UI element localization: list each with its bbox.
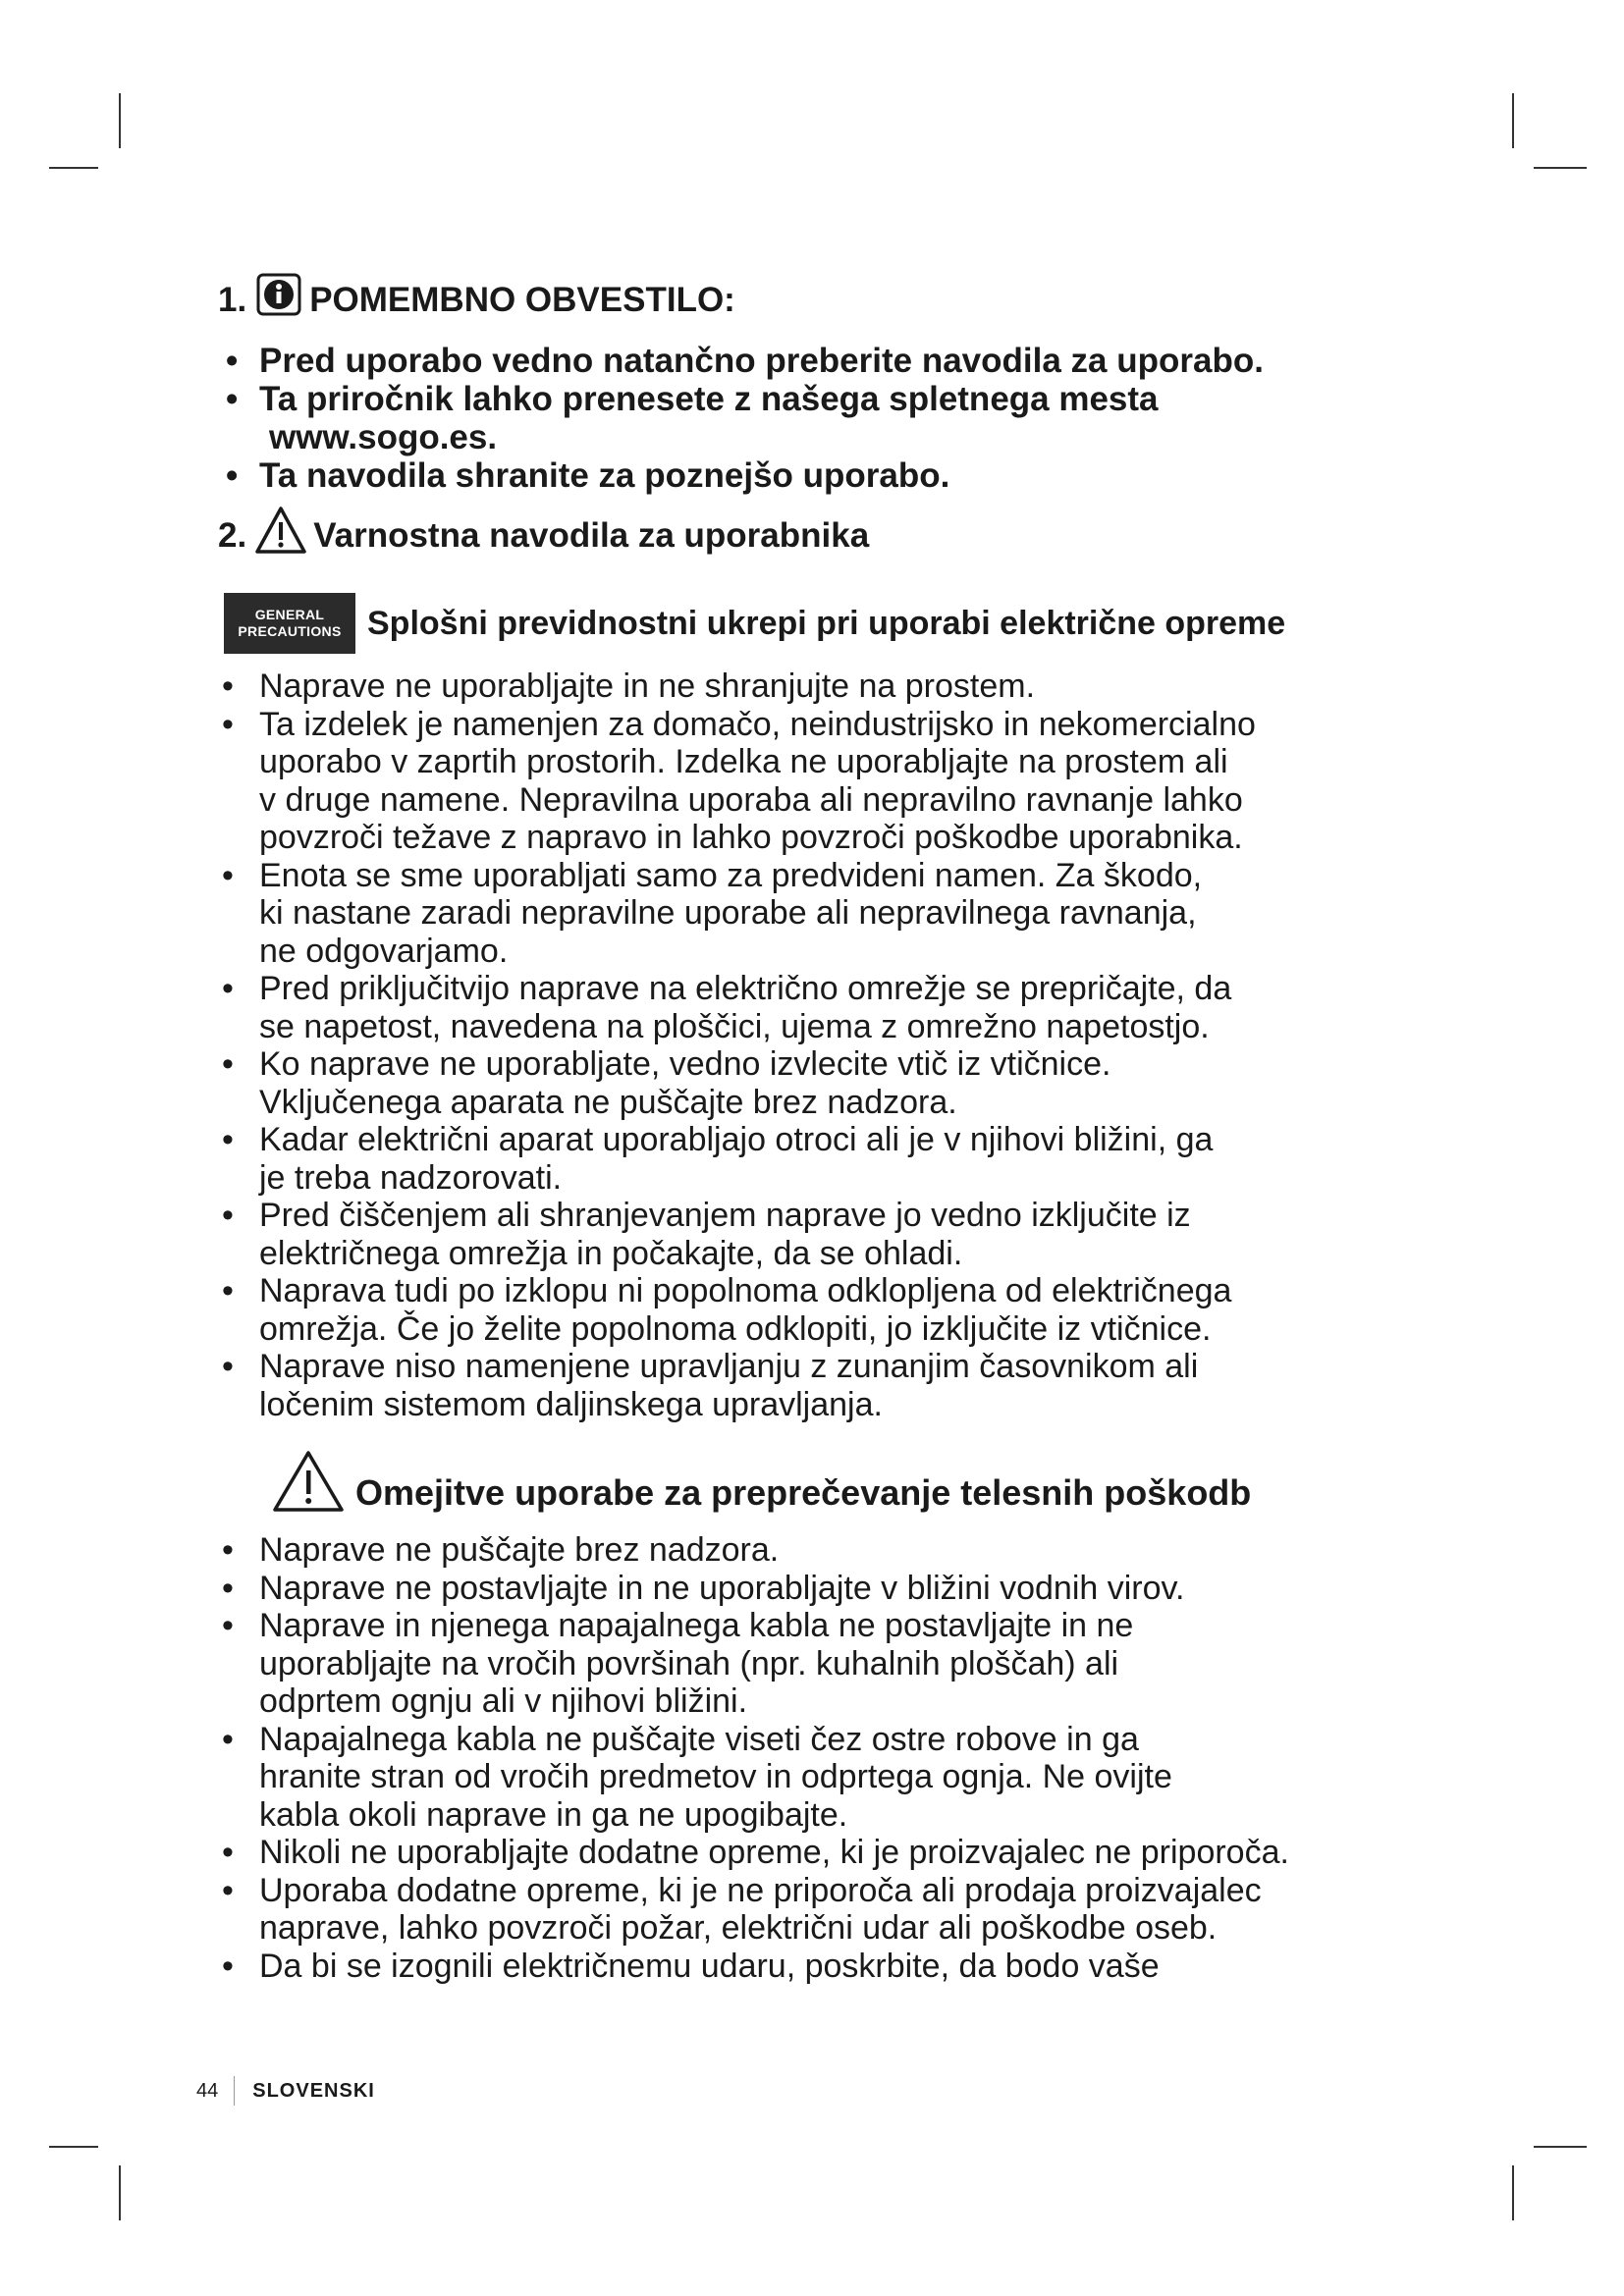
list-item — [226, 380, 1443, 456]
list-line: uporabo v zaprtih prostorih. Izdelka ne uporabljajte na prostem ali — [259, 743, 1228, 780]
notice-item-text: Ta priročnik lahko prenesete z našega spletnega mesta — [259, 380, 1159, 418]
list-item — [222, 1872, 1439, 1948]
list-item — [222, 1531, 1439, 1570]
list-item — [222, 1570, 1439, 1608]
crop-mark — [1512, 2165, 1514, 2220]
section1-heading — [218, 277, 735, 320]
list-line: Uporaba dodatne opreme, ki je ne priporoča ali prodaja proizvajalec — [259, 1871, 1262, 1909]
page-number: 44 — [196, 2079, 219, 2102]
list-item — [222, 1197, 1439, 1272]
footer-divider — [234, 2076, 235, 2106]
warning-icon — [254, 505, 307, 556]
list-line: odprtem ognju ali v njihovi bližini. — [259, 1682, 748, 1720]
list-item — [222, 1121, 1439, 1197]
list-line: kabla okoli naprave in ga ne upogibajte. — [259, 1795, 848, 1834]
list-item — [222, 1834, 1439, 1872]
notice-item-text: Pred uporabo vedno natančno preberite navodila za uporabo. — [259, 342, 1264, 380]
list-line: Pred priključitvijo naprave na električno omrežje se prepričajte, da — [259, 970, 1232, 1007]
injury-prevention-list — [222, 1531, 1439, 1985]
website-text: www.sogo.es. — [269, 418, 498, 456]
list-line: Da bi se izognili električnemu udaru, poskrbite, da bodo vaše — [259, 1947, 1160, 1985]
section1-number: 1. — [218, 281, 247, 319]
list-line: Naprave ne puščajte brez nadzora. — [259, 1531, 780, 1569]
list-line: povzroči težave z napravo in lahko povzroči poškodbe uporabnika. — [259, 819, 1243, 856]
list-line: ločenim sistemom daljinskega upravljanja. — [259, 1385, 883, 1423]
general-precautions-badge — [224, 593, 355, 654]
notice-list — [226, 342, 1443, 495]
crop-mark — [119, 93, 121, 148]
list-item — [222, 1045, 1439, 1121]
list-line: ki nastane zaradi nepravilne uporabe ali nepravilnega ravnanja, — [259, 894, 1197, 932]
list-line: električnega omrežja in počakajte, da se ohladi. — [259, 1234, 963, 1272]
footer-language: SLOVENSKI — [252, 2079, 375, 2102]
list-line: v druge namene. Nepravilna uporaba ali nepravilno ravnanje lahko — [259, 780, 1243, 819]
crop-mark — [119, 2165, 121, 2220]
list-line: ne odgovarjamo. — [259, 932, 509, 970]
page-footer — [196, 2076, 375, 2106]
notice-item-text: Ta navodila shranite za poznejšo uporabo. — [259, 456, 950, 495]
list-item — [222, 1272, 1439, 1348]
crop-mark — [1534, 167, 1587, 169]
list-line: Naprave ne uporabljajte in ne shranjujte na prostem. — [259, 667, 1036, 705]
section2-heading — [218, 505, 869, 556]
list-line: Naprave in njenega napajalnega kabla ne postavljajte in ne — [259, 1607, 1134, 1644]
info-icon — [256, 273, 301, 316]
list-item — [222, 970, 1439, 1045]
section1-title: POMEMBNO OBVESTILO: — [309, 281, 735, 319]
general-precautions-title: Splošni previdnostni ukrepi pri uporabi električne opreme — [367, 604, 1286, 642]
crop-mark — [1534, 2146, 1587, 2148]
injury-prevention-title: Omejitve uporabe za preprečevanje telesnih poškodb — [355, 1472, 1252, 1513]
list-line: Naprave niso namenjene upravljanju z zunanjim časovnikom ali — [259, 1348, 1199, 1385]
list-item — [222, 1607, 1439, 1721]
list-item — [222, 1721, 1439, 1835]
list-line: Vključenega aparata ne puščajte brez nadzora. — [259, 1083, 957, 1121]
list-line: omrežja. Če jo želite popolnoma odklopiti, jo izključite iz vtičnice. — [259, 1309, 1212, 1348]
list-item — [222, 706, 1439, 857]
list-line: Naprave ne postavljajte in ne uporabljajte v bližini vodnih virov. — [259, 1569, 1185, 1607]
list-line: Pred čiščenjem ali shranjevanjem naprave jo vedno izključite iz — [259, 1197, 1191, 1234]
list-line: Ta izdelek je namenjen za domačo, neindustrijsko in nekomercialno — [259, 705, 1256, 743]
list-line: Nikoli ne uporabljajte dodatne opreme, ki je proizvajalec ne priporoča. — [259, 1834, 1289, 1871]
warning-icon — [271, 1449, 346, 1514]
crop-mark — [1512, 93, 1514, 148]
crop-mark — [49, 167, 98, 169]
list-line: se napetost, navedena na ploščici, ujema z omrežno napetostjo. — [259, 1007, 1210, 1045]
list-line: Ko naprave ne uporabljate, vedno izvlecite vtič iz vtičnice. — [259, 1045, 1111, 1083]
list-line: uporabljajte na vročih površinah (npr. kuhalnih ploščah) ali — [259, 1644, 1119, 1682]
badge-line: GENERAL — [254, 607, 325, 622]
badge-line: PRECAUTIONS — [238, 623, 342, 639]
list-line: Naprava tudi po izklopu ni popolnoma odklopljena od električnega — [259, 1272, 1232, 1309]
crop-mark — [49, 2146, 98, 2148]
list-item — [222, 1948, 1439, 1986]
list-line: je treba nadzorovati. — [259, 1158, 563, 1197]
list-item — [222, 857, 1439, 971]
injury-prevention-heading — [271, 1449, 1251, 1514]
list-item — [226, 456, 1443, 495]
list-item — [222, 667, 1439, 706]
list-line: hranite stran od vročih predmetov in odprtega ognja. Ne ovijte — [259, 1758, 1172, 1795]
general-precautions-heading — [224, 593, 1285, 654]
list-item — [222, 1348, 1439, 1423]
list-line: Enota se sme uporabljati samo za predvideni namen. Za škodo, — [259, 856, 1203, 894]
list-line: naprave, lahko povzroči požar, električni udar ali poškodbe oseb. — [259, 1909, 1218, 1947]
general-precautions-list — [222, 667, 1439, 1423]
list-item — [226, 342, 1443, 380]
section2-title: Varnostna navodila za uporabnika — [313, 516, 870, 555]
section2-number: 2. — [218, 516, 247, 555]
list-line: Napajalnega kabla ne puščajte viseti čez ostre robove in ga — [259, 1720, 1139, 1758]
list-line: Kadar električni aparat uporabljajo otroci ali je v njihovi bližini, ga — [259, 1121, 1214, 1158]
